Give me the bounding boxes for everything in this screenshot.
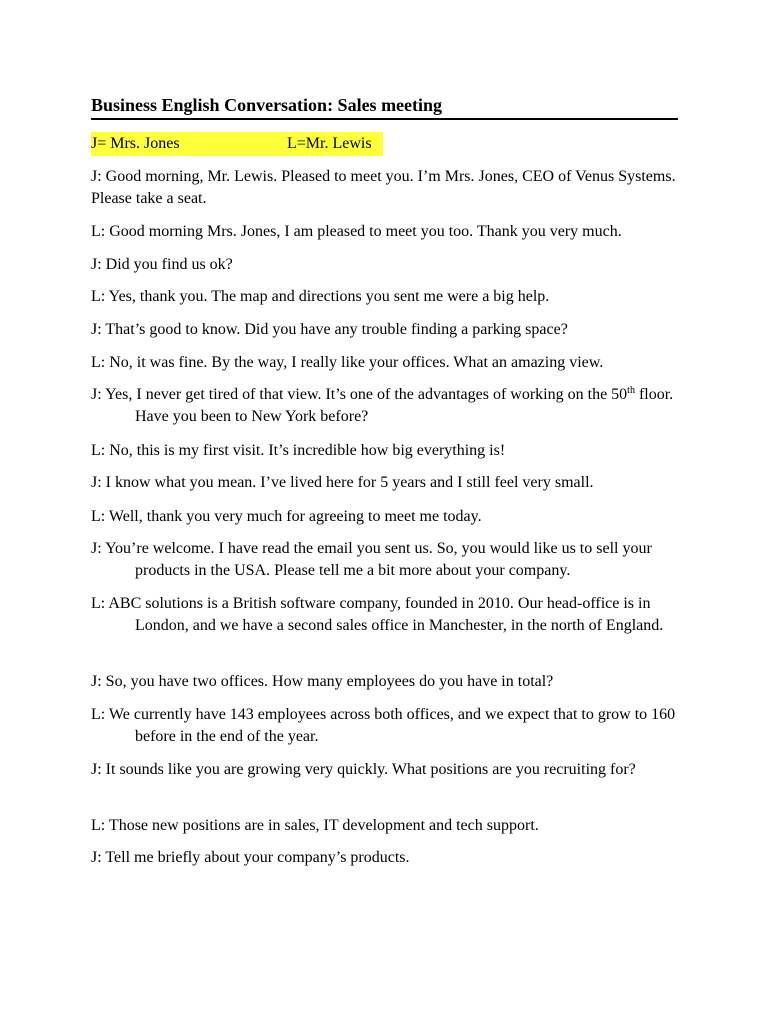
dialogue-turn: L: No, this is my first visit. It’s incredible how big everything is! (91, 442, 506, 459)
dialogue-text: floor. Have you been to New York before? (135, 386, 674, 425)
dialogue-turn: J: That’s good to know. Did you have any trouble finding a parking space? (91, 321, 568, 338)
dialogue-turn (91, 384, 681, 428)
speaker-jones-label: J= Mrs. Jones (91, 135, 180, 152)
dialogue-turn: L: Well, thank you very much for agreeing to meet me today. (91, 508, 482, 525)
dialogue-turn: J: It sounds like you are growing very quickly. What positions are you recruiting for? (91, 761, 636, 778)
dialogue-turn: J: Did you find us ok? (91, 256, 233, 273)
dialogue-turn: L: Yes, thank you. The map and directions you sent me were a big help. (91, 288, 550, 305)
dialogue-turn: J: So, you have two offices. How many employees do you have in total? (91, 673, 554, 690)
speaker-lewis-label: L=Mr. Lewis (287, 135, 372, 152)
speaker-key (91, 132, 383, 156)
dialogue-turn: L: ABC solutions is a British software company, founded in 2010. Our head-office is in London, and we have a second sales office in Manchester, in the north of England. (91, 595, 664, 634)
ordinal-suffix: th (627, 385, 635, 396)
dialogue-turn: L: We currently have 143 employees across both offices, and we expect that to grow to 160 before in the end of the year. (91, 706, 676, 745)
dialogue-turn: L: Those new positions are in sales, IT development and tech support. (91, 817, 539, 834)
page-title: Business English Conversation: Sales meeting (91, 94, 678, 120)
dialogue-turn: L: No, it was fine. By the way, I really like your offices. What an amazing view. (91, 354, 604, 371)
dialogue-turn: J: Tell me briefly about your company’s products. (91, 849, 410, 866)
dialogue-text: J: Yes, I never get tired of that view. It’s one of the advantages of working on the 50 (91, 386, 628, 403)
dialogue-turn: L: Good morning Mrs. Jones, I am pleased to meet you too. Thank you very much. (91, 223, 622, 240)
dialogue-turn: J: I know what you mean. I’ve lived here for 5 years and I still feel very small. (91, 474, 594, 491)
dialogue-turn: J: You’re welcome. I have read the email you sent us. So, you would like us to sell your products in the USA. Please tell me a bit more about your company. (91, 540, 652, 579)
dialogue-turn: J: Good morning, Mr. Lewis. Pleased to meet you. I’m Mrs. Jones, CEO of Venus Systems. Please take a seat. (91, 168, 676, 207)
